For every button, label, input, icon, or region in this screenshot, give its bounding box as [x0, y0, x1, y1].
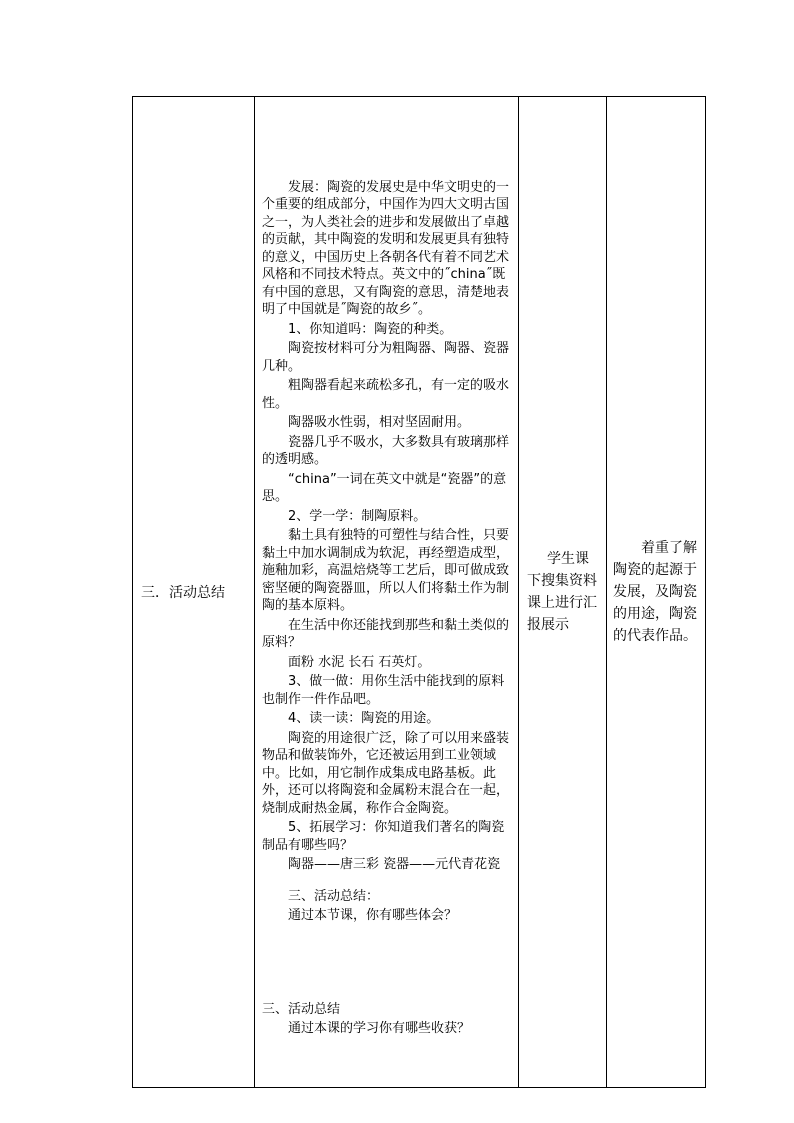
- paragraph: 陶器——唐三彩 瓷器——元代青花瓷: [288, 857, 501, 872]
- paragraph: “china”一词在英文中就是“瓷器”的意思。: [262, 471, 507, 504]
- paragraph: 在生活中你还能找到那些和黏土类似的原料？: [262, 617, 510, 650]
- paragraph: 瓷器几乎不吸水，大多数具有玻璃那样的透明感。: [262, 434, 510, 467]
- section-heading: 三、活动总结：: [288, 888, 380, 904]
- paragraph: 1、你知道吗：陶瓷的种类。: [288, 321, 453, 337]
- section-heading: 三、活动总结: [262, 1001, 341, 1017]
- paragraph: 粗陶器看起来疏松多孔，有一定的吸水性。: [262, 378, 510, 411]
- student-activity-cell: [519, 97, 607, 1088]
- design-intent-cell: [607, 97, 706, 1088]
- blank-space: [262, 927, 512, 1001]
- paragraph: 4、读一读：陶瓷的用途。: [288, 711, 440, 726]
- paragraph: 5、拓展学习：你知道我们著名的陶瓷制品有哪些吗？: [262, 820, 505, 853]
- lesson-content: [255, 145, 518, 1038]
- paragraph: 2、学一学：制陶原料。: [288, 508, 427, 524]
- stage-cell: [133, 97, 255, 1088]
- paragraph: 陶瓷的用途很广泛，除了可以用来盛装物品和做装饰外，它还被运用到工业领域中。比如，用它制作成集成电路基板。此外，还可以将陶瓷和金属粉末混合在一起，烧制成耐热金属，称作合金陶瓷。: [262, 730, 510, 816]
- paragraph: 通过本节课，你有哪些体会？: [288, 908, 458, 923]
- paragraph: 黏土具有独特的可塑性与结合性，只要黏土中加水调制成为软泥，再经塑造成型，施釉加彩，高温焙烧等工艺后，即可做成致密坚硬的陶瓷器皿，所以人们将黏土作为制陶的基本原料。: [262, 528, 510, 613]
- paragraph: 面粉 水泥 长石 石英灯。: [288, 654, 431, 670]
- paragraph: 3、做一做：用你生活中能找到的原料也制作一件作品吧。: [262, 674, 505, 707]
- content-cell: [255, 97, 519, 1088]
- paragraph: 陶瓷按材料可分为粗陶器、陶器、瓷器几种。: [262, 341, 510, 374]
- stage-label: 三．活动总结: [141, 585, 225, 601]
- student-activity-text: 学生课下搜集资料课上进行汇报展示: [527, 551, 597, 633]
- table-row: [133, 97, 706, 1088]
- lesson-plan-table: [132, 96, 706, 1088]
- paragraph: 发展：陶瓷的发展史是中华文明史的一个重要的组成部分，中国作为四大文明古国之一，为人类社会的进步和发展做出了卓越的贡献，其中陶瓷的发明和发展更具有独特的意义，中国历史上各朝各代有着不同艺术风格和不同技术特点。英文中的˝china˝既有中国的意思，又有陶瓷的意思，清楚地表明了中国就是˝陶瓷的故乡˝。: [262, 179, 510, 317]
- design-intent-text: 着重了解陶瓷的起源于发展，及陶瓷的用途，陶瓷的代表作品。: [613, 540, 697, 644]
- paragraph: 陶器吸水性弱，相对坚固耐用。: [288, 415, 471, 430]
- paragraph: 通过本课的学习你有哪些收获？: [288, 1021, 471, 1036]
